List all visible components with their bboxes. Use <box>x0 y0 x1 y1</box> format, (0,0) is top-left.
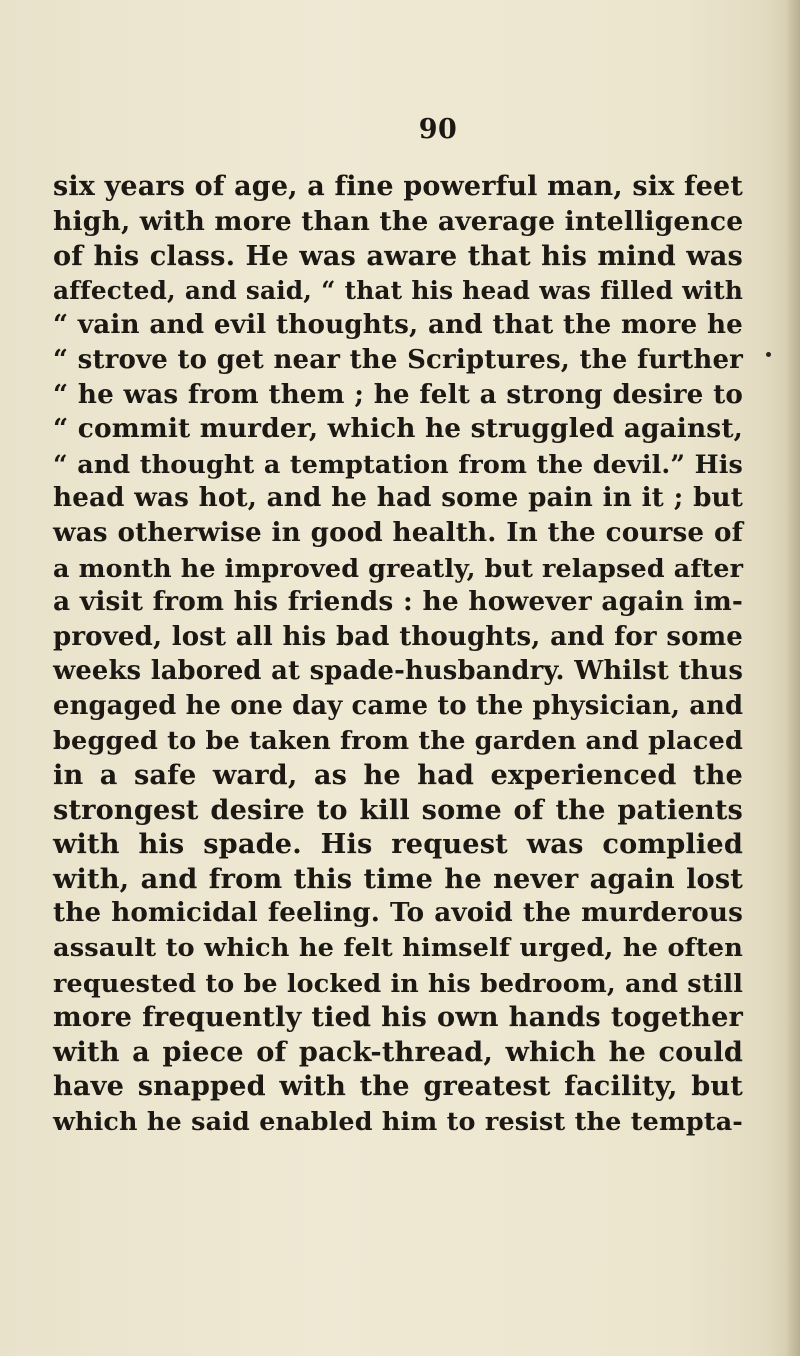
text-line: assault to which he felt himself urged, he often <box>53 933 743 964</box>
text-line: of his class. He was aware that his mind was <box>53 240 743 273</box>
text-line: “ and thought a temptation from the devil.” His <box>53 448 743 479</box>
text-line: was otherwise in good health. In the course of <box>53 516 743 548</box>
text-line: weeks labored at spade-husbandry. Whilst thus <box>53 656 743 687</box>
text-line: strongest desire to kill some of the patients <box>53 793 743 826</box>
text-line: six years of age, a fine powerful man, six feet <box>53 171 743 202</box>
text-line: requested to be locked in his bedroom, and still <box>53 967 743 998</box>
ink-speck <box>766 352 771 357</box>
text-line: “ strove to get near the Scriptures, the further <box>53 344 743 375</box>
text-line: “ commit murder, which he struggled against, <box>53 413 743 445</box>
text-line: high, with more than the average intelligence <box>53 205 744 237</box>
text-line: affected, and said, “ that his head was filled with <box>53 275 743 305</box>
text-line: the homicidal feeling. To avoid the murderous <box>53 897 743 929</box>
text-line: in a safe ward, as he had experienced the <box>53 759 743 792</box>
text-line: a month he improved greatly, but relapsed after <box>53 552 744 583</box>
text-line: with a piece of pack-thread, which he could <box>53 1035 743 1068</box>
text-line: with his spade. His request was complied <box>53 828 743 861</box>
text-line: more frequently tied his own hands together <box>53 1001 743 1034</box>
text-line: a visit from his friends : he however again im- <box>53 586 743 618</box>
text-line: proved, lost all his bad thoughts, and for some <box>53 621 743 652</box>
text-line: which he said enabled him to resist the tempta- <box>53 1106 743 1137</box>
text-line: with, and from this time he never again lost <box>53 862 743 895</box>
page-number: 90 <box>418 114 458 145</box>
text-line: begged to be taken from the garden and placed <box>53 725 743 756</box>
text-line: “ vain and evil thoughts, and that the more he <box>53 309 743 341</box>
page-edge-shadow <box>786 0 800 1356</box>
text-line: engaged he one day came to the physician, and <box>53 690 744 721</box>
text-line: head was hot, and he had some pain in it ; but <box>53 482 743 514</box>
text-line: have snapped with the greatest facility, but <box>53 1070 743 1103</box>
body-text <box>53 170 743 1139</box>
text-line: “ he was from them ; he felt a strong desire to <box>53 378 743 410</box>
